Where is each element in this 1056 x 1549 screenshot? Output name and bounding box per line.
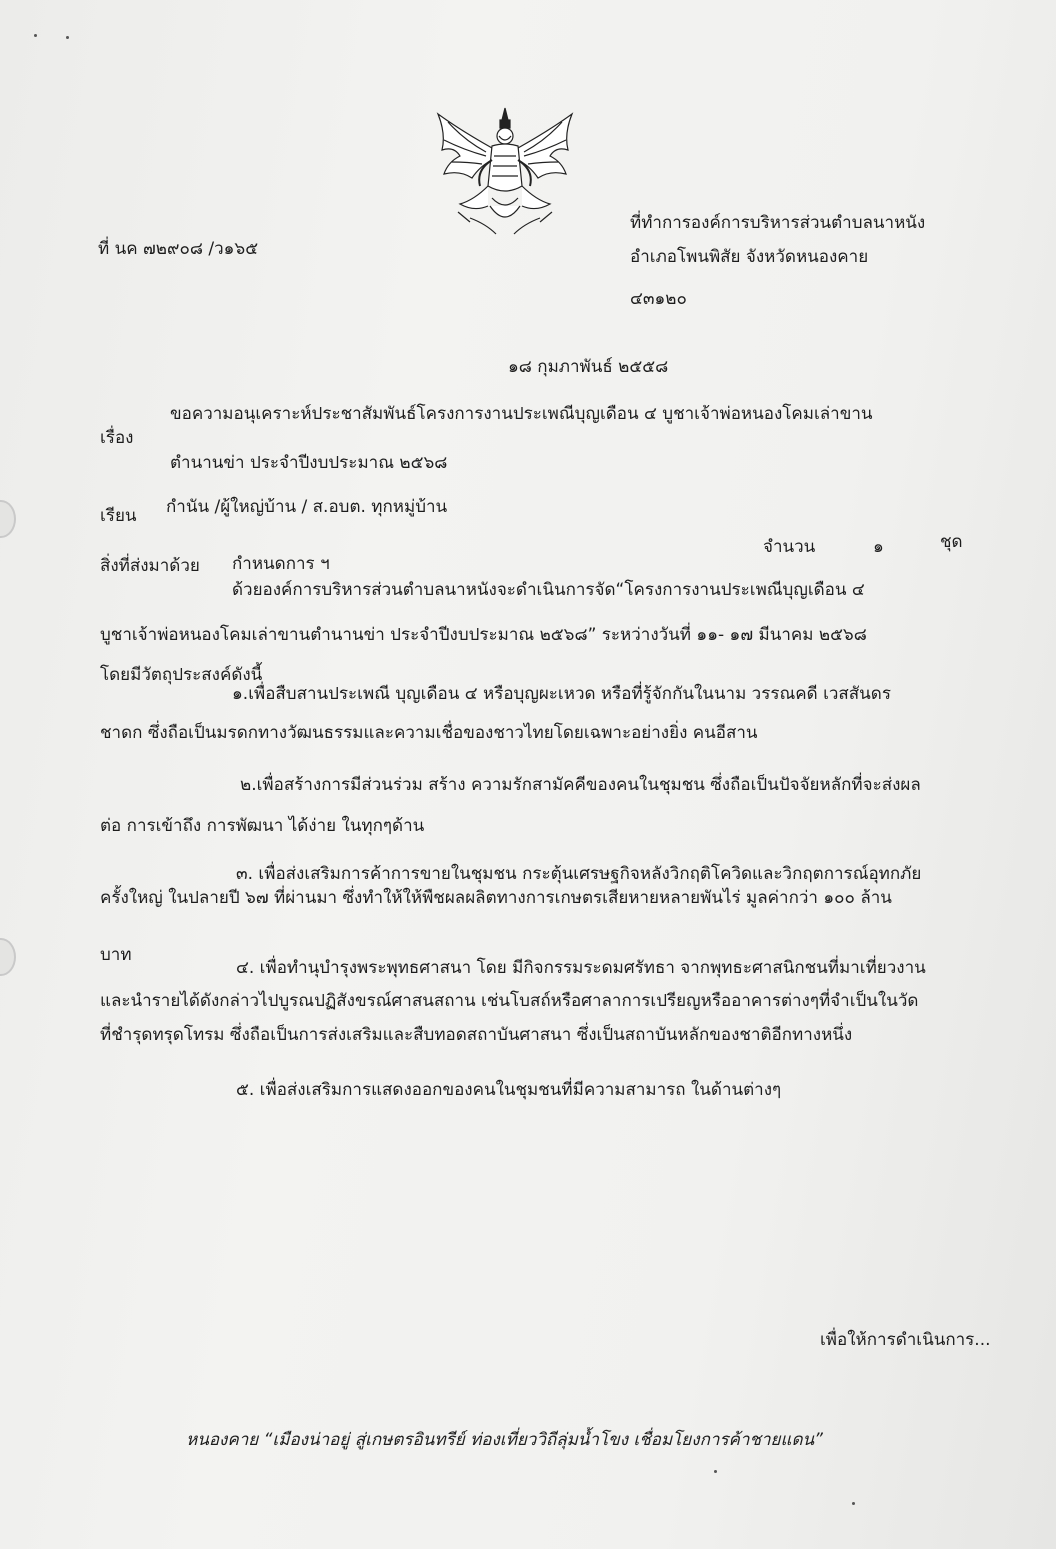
subject-label: เรื่อง [100,428,134,448]
garuda-emblem-icon [430,100,580,250]
objective-line: ๒.เพื่อสร้างการมีส่วนร่วม สร้าง ความรักสามัคคีของคนในชุมชน ซึ่งถือเป็นปัจจัยหลักที่จะส่งผล [240,775,921,795]
objective-line: ๓. เพื่อส่งเสริมการค้าการขายในชุมชน กระตุ้นเศรษฐกิจหลังวิกฤติโควิดและวิกฤตการณ์อุทกภัย [236,864,922,884]
punch-hole [0,938,16,976]
enclosure-unit: ชุด [940,532,963,552]
reference-number: ที่ นค ๗๒๙๐๘ /ว๑๖๕ [98,239,259,259]
speck [34,34,37,37]
intro-line: โดยมีวัตถุประสงค์ดังนี้ [100,665,263,685]
objective-line: และนำรายได้ดังกล่าวไปบูรณปฏิสังขรณ์ศาสนสถาน เช่นโบสถ์หรือศาลาการเปรียญหรืออาคารต่างๆที่จำเป็นในวัด [100,991,919,1011]
enclosure-label: สิ่งที่ส่งมาด้วย [100,556,200,576]
footer-slogan: หนองคาย “เมืองน่าอยู่ สู่เกษตรอินทรีย์ ท่องเที่ยววิถีลุ่มน้ำโขง เชื่อมโยงการค้าชายแดน” [186,1430,823,1450]
subject-line: ขอความอนุเคราะห์ประชาสัมพันธ์โครงการงานประเพณีบุญเดือน ๔ บูชาเจ้าพ่อหนองโคมเล่าขาน [170,404,873,424]
issuer-address-line: ที่ทำการองค์การบริหารส่วนตำบลนาหนัง [630,213,926,233]
issuer-address-line: อำเภอโพนพิสัย จังหวัดหนองคาย [630,247,869,267]
objective-line: ๑.เพื่อสืบสานประเพณี บุญเดือน ๔ หรือบุญผะเหวด หรือที่รู้จักกันในนาม วรรณคดี เวสสันดร [232,684,891,704]
enclosure-count-label: จำนวน [763,537,816,557]
speck [852,1502,855,1505]
letter-date: ๑๘ กุมภาพันธ์ ๒๕๕๘ [508,357,669,377]
objective-line: ต่อ การเข้าถึง การพัฒนา ได้ง่าย ในทุกๆด้าน [100,816,425,836]
speck [66,36,69,39]
punch-hole [0,500,16,538]
enclosure-text: กำหนดการ ฯ [232,554,330,574]
subject-line: ตำนานข่า ประจำปีงบประมาณ ๒๕๖๘ [170,453,448,473]
speck [714,1470,717,1473]
objective-line: ที่ชำรุดทรุดโทรม ซึ่งถือเป็นการส่งเสริมและสืบทอดสถาบันศาสนา ซึ่งเป็นสถาบันหลักของชาติอีกทางหนึ่ง [100,1025,853,1045]
objective-line: ครั้งใหญ่ ในปลายปี ๖๗ ที่ผ่านมา ซึ่งทำให้ให้พืชผลผลิตทางการเกษตรเสียหายหลายพันไร่ มูลค่ากว่า ๑๐๐ ล้าน [100,888,892,908]
recipient-label: เรียน [100,506,137,526]
intro-line: บูชาเจ้าพ่อหนองโคมเล่าขานตำนานข่า ประจำปีงบประมาณ ๒๕๖๘” ระหว่างวันที่ ๑๑- ๑๗ มีนาคม ๒๕๖๘ [100,625,867,645]
issuer-postcode: ๔๓๑๒๐ [630,289,687,309]
objective-line: ๔. เพื่อทำนุบำรุงพระพุทธศาสนา โดย มีกิจกรรมระดมศรัทธา จากพุทธะศาสนิกชนที่มาเที่ยวงาน [236,958,926,978]
objective-line: ๕. เพื่อส่งเสริมการแสดงออกของคนในชุมชนที่มีความสามารถ ในด้านต่างๆ [236,1080,782,1100]
intro-line: ด้วยองค์การบริหารส่วนตำบลนาหนังจะดำเนินการจัด“โครงการงานประเพณีบุญเดือน ๔ [232,580,865,600]
enclosure-count: ๑ [873,537,884,557]
objective-line: บาท [100,945,132,965]
objective-line: ชาดก ซึ่งถือเป็นมรดกทางวัฒนธรรมและความเชื่อของชาวไทยโดยเฉพาะอย่างยิ่ง คนอีสาน [100,723,758,743]
recipient-text: กำนัน /ผู้ใหญ่บ้าน / ส.อบต. ทุกหมู่บ้าน [166,497,448,517]
continuation-text: เพื่อให้การดำเนินการ... [820,1330,991,1350]
